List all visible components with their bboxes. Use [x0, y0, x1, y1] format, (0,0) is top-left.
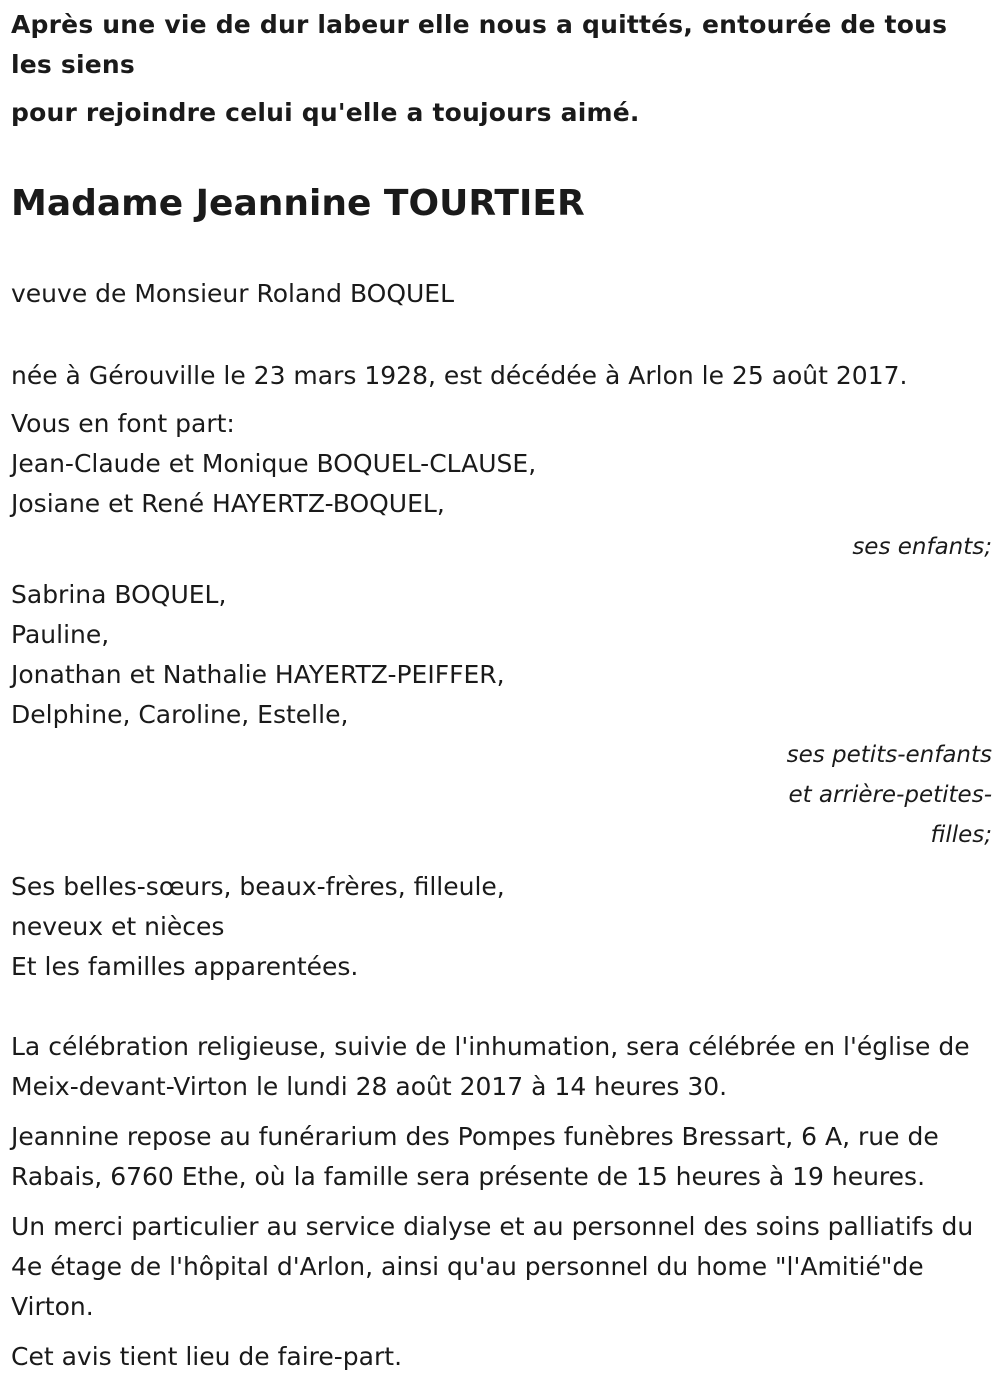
announcement-intro: Vous en font part: — [11, 409, 235, 438]
intro-line-2: pour rejoindre celui qu'elle a toujours aimé. — [11, 98, 640, 127]
ceremony-info: La célébration religieuse, suivie de l'inhumation, sera célébrée en l'église de Meix-devant-Virton le lundi 28 août 2017 à 14 heures 30. — [11, 1032, 970, 1101]
birth-death-info: née à Gérouville le 23 mars 1928, est décédée à Arlon le 25 août 2017. — [11, 361, 908, 390]
relatives-list — [11, 867, 992, 987]
grandchildren-role — [11, 735, 992, 855]
role-line: et arrière-petites- — [788, 782, 992, 808]
intro-line-1: Après une vie de dur labeur elle nous a quittés, entourée de tous les siens — [11, 10, 948, 79]
widow-of: veuve de Monsieur Roland BOQUEL — [11, 279, 455, 308]
list-item: Delphine, Caroline, Estelle, — [11, 700, 349, 729]
thanks-paragraph: Un merci particulier au service dialyse et au personnel des soins palliatifs du 4e étage de l'hôpital d'Arlon, ainsi qu'au personnel du home "l'Amitié"de Virton. — [11, 1212, 974, 1321]
list-item: Josiane et René HAYERTZ-BOQUEL, — [11, 489, 445, 518]
closing-note: Cet avis tient lieu de faire-part. — [11, 1342, 403, 1371]
list-item: Jonathan et Nathalie HAYERTZ-PEIFFER, — [11, 660, 505, 689]
children-list — [11, 444, 992, 524]
list-item: Pauline, — [11, 620, 110, 649]
list-item: Sabrina BOQUEL, — [11, 580, 227, 609]
list-item: Ses belles-sœurs, beaux-frères, filleule, — [11, 872, 505, 901]
list-item: neveux et nièces — [11, 912, 225, 941]
list-item: Et les familles apparentées. — [11, 952, 359, 981]
deceased-name: Madame Jeannine TOURTIER — [11, 183, 585, 224]
children-role: ses enfants; — [852, 534, 992, 560]
role-line: filles; — [930, 822, 992, 848]
list-item: Jean-Claude et Monique BOQUEL-CLAUSE, — [11, 449, 537, 478]
grandchildren-list — [11, 575, 992, 735]
obituary-notice — [11, 0, 992, 1377]
visitation-info: Jeannine repose au funérarium des Pompes funèbres Bressart, 6 A, rue de Rabais, 6760 Ethe, où la famille sera présente de 15 heures à 19 heures. — [11, 1122, 939, 1191]
role-line: ses petits-enfants — [786, 742, 992, 768]
